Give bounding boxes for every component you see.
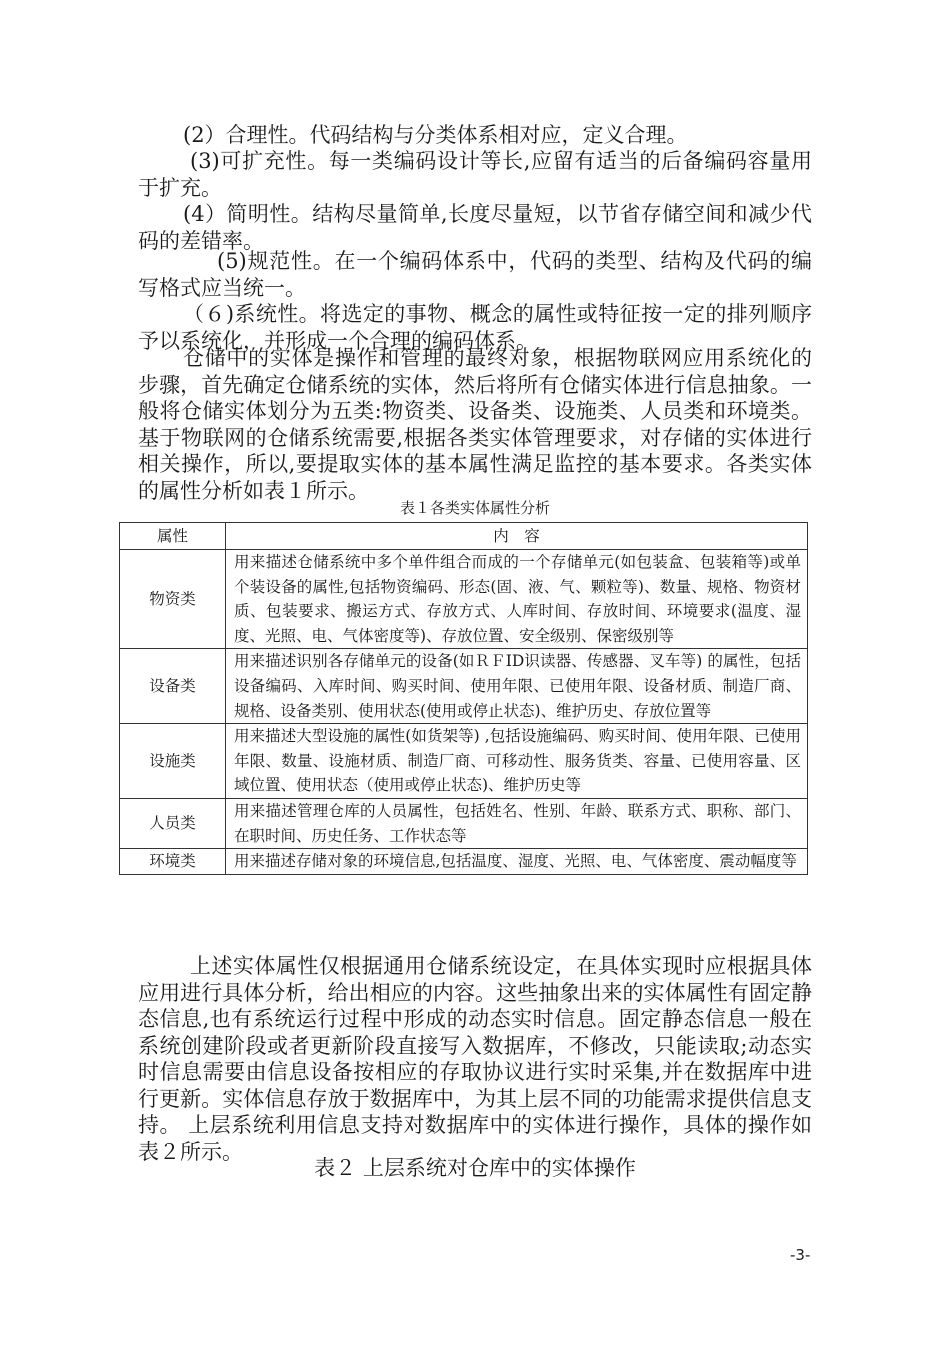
table-row bbox=[120, 798, 808, 848]
table-row bbox=[120, 550, 808, 649]
page-number: -3- bbox=[790, 1246, 811, 1264]
row-content: 用来描述大型设施的属性(如货架等) ,包括设施编码、购买时间、使用年限、已使用年限、数量、设施材质、制造厂商、可移动性、服务货类、容量、已使用容量、区域位置、使用状态（使用或停止状态)、维护历史等 bbox=[226, 724, 808, 799]
paragraph-warehouse-entities: 仓储中的实体是操作和管理的最终对象，根据物联网应用系统化的步骤，首先确定仓储系统的实体，然后将所有仓储实体进行信息抽象。一般将仓储实体划分为五类:物资类、设备类、设施类、人员类和环境类。基于物联网的仓储系统需要,根据各类实体管理要求，对存储的实体进行相关操作，所以,要提取实体的基本属性满足监控的基本要求。各类实体的属性分析如表１所示。 bbox=[138, 346, 812, 503]
table2-caption: 表２ 上层系统对仓库中的实体操作 bbox=[314, 1156, 636, 1180]
paragraph-rationality: (2）合理性。代码结构与分类体系相对应，定义合理。 bbox=[183, 123, 688, 147]
paragraph-normativity: (5)规范性。在一个编码体系中，代码的类型、结构及代码的编写格式应当统一。 bbox=[138, 249, 812, 300]
row-content: 用来描述识别各存储单元的设备(如ＲＦID识读器、传感器、叉车等) 的属性，包括设备编码、入库时间、购买时间、使用年限、已使用年限、设备材质、制造厂商、规格、设备类别、使用状态(使用或停止状态)、维护历史、存放位置等 bbox=[226, 649, 808, 724]
entity-attribute-table bbox=[119, 522, 808, 875]
table-row bbox=[120, 649, 808, 724]
row-attribute: 设施类 bbox=[120, 724, 226, 799]
row-attribute: 人员类 bbox=[120, 798, 226, 848]
table-row bbox=[120, 849, 808, 875]
table-header-row bbox=[120, 523, 808, 550]
paragraph-extensibility: (3)可扩充性。每一类编码设计等长,应留有适当的后备编码容量用于扩充。 bbox=[138, 149, 812, 200]
paragraph-entity-info: 上述实体属性仅根据通用仓储系统设定，在具体实现时应根据具体应用进行具体分析，给出相应的内容。这些抽象出来的实体属性有固定静态信息,也有系统运行过程中形成的动态实时信息。固定静态信息一般在系统创建阶段或者更新阶段直接写入数据库，不修改，只能读取;动态实时信息需要由信息设备按相应的存取协议进行实时采集,并在数据库中进行更新。实体信息存放于数据库中，为其上层不同的功能需求提供信息支持。 上层系统利用信息支持对数据库中的实体进行操作，具体的操作如表２所示。 bbox=[138, 954, 812, 1164]
row-attribute: 物资类 bbox=[120, 550, 226, 649]
table-row bbox=[120, 724, 808, 799]
row-content: 用来描述管理仓库的人员属性，包括姓名、性别、年龄、联系方式、职称、部门、在职时间、历史任务、工作状态等 bbox=[226, 798, 808, 848]
row-content: 用来描述仓储系统中多个单件组合而成的一个存储单元(如包装盒、包装箱等)或单个装设备的属性,包括物资编码、形态(固、液、气、颗粒等)、数量、规格、物资材质、包装要求、搬运方式、存放方式、人库时间、存放时间、环境要求(温度、湿度、光照、电、气体密度等)、存放位置、安全级别、保密级别等 bbox=[226, 550, 808, 649]
header-attribute: 属性 bbox=[120, 523, 226, 550]
paragraph-systematicness: （６)系统性。将选定的事物、概念的属性或特征按一定的排列顺序予以系统化，并形成一个合理的编码体系。 bbox=[138, 302, 812, 353]
row-attribute: 环境类 bbox=[120, 849, 226, 875]
table1-caption: 表１各类实体属性分析 bbox=[399, 499, 550, 517]
header-content: 内 容 bbox=[226, 523, 808, 550]
paragraph-simplicity: (4）简明性。结构尽量简单,长度尽量短，以节省存储空间和减少代码的差错率。 bbox=[138, 202, 812, 253]
row-content: 用来描述存储对象的环境信息,包括温度、湿度、光照、电、气体密度、震动幅度等 bbox=[226, 849, 808, 875]
row-attribute: 设备类 bbox=[120, 649, 226, 724]
